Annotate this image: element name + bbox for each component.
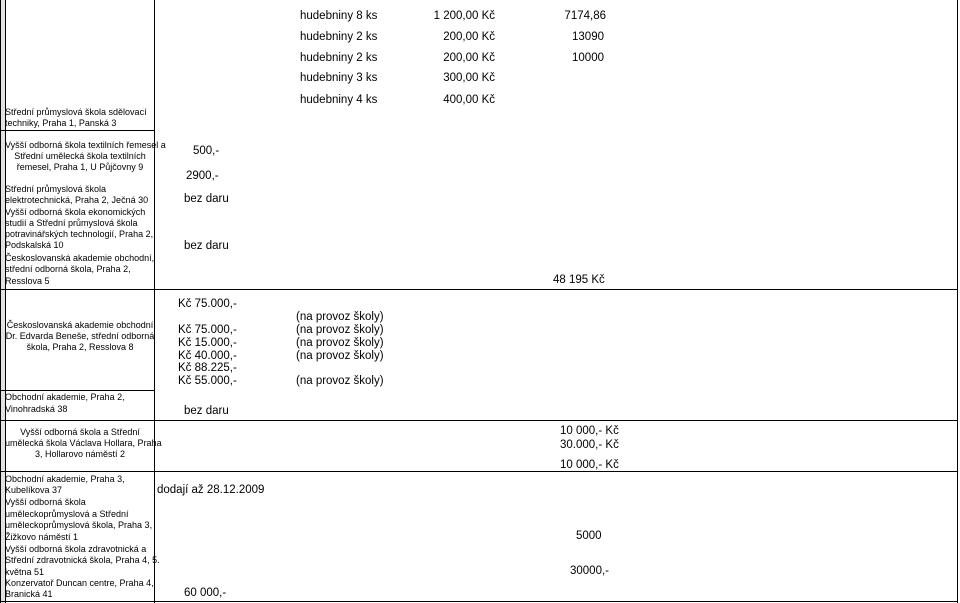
school-name: střední odborná škola, Praha 2,	[5, 264, 131, 274]
school-name: Kubelíkova 37	[5, 485, 63, 495]
table-cell: 400,00 Kč	[443, 94, 495, 106]
school-name: 3, Hollarovo náměstí 2	[34, 449, 126, 459]
school-name: Podskalská 10	[5, 240, 64, 250]
grid-line	[154, 0, 155, 603]
school-name: Českoslovanská akademie obchodní	[6, 320, 154, 330]
table-cell: 13090	[572, 31, 604, 43]
grid-line	[0, 601, 958, 602]
school-name: studií a Střední průmyslová škola	[5, 218, 138, 228]
school-name: elektrotechnická, Praha 2, Ječná 30	[5, 195, 149, 205]
school-name: techniky, Praha 1, Panská 3	[5, 118, 117, 128]
amount: bez daru	[184, 240, 229, 252]
school-name: potravinářských technologií, Praha 2,	[5, 229, 154, 239]
grid-line	[0, 471, 958, 472]
grid-line	[0, 420, 958, 421]
amount: Kč 15.000,-	[178, 337, 237, 349]
school-name: Vyšší odborná škola ekonomických	[5, 207, 146, 217]
amount: Kč 75.000,-	[178, 324, 237, 336]
school-name: Vinohradská 38	[5, 404, 68, 414]
note: (na provoz školy)	[296, 350, 384, 362]
table-row: hudebniny 2 ks	[300, 52, 378, 64]
grid-line	[957, 0, 958, 603]
grid-line	[0, 0, 1, 603]
school-name: umělecká škola Václava Hollara, Praha	[5, 438, 162, 448]
school-name: Vyšší odborná škola textilních řemesel a	[5, 140, 166, 150]
school-name: Vyšší odborná škola a Střední	[20, 427, 140, 437]
amount: 10 000,- Kč	[560, 459, 619, 471]
school-name: Střední umělecká škola textilních	[14, 151, 146, 161]
grid-line	[0, 390, 155, 391]
amount: bez daru	[184, 193, 229, 205]
note: (na provoz školy)	[296, 324, 384, 336]
grid-line	[0, 130, 155, 131]
note: (na provoz školy)	[296, 375, 384, 387]
school-name: Českoslovanská akademie obchodní,	[5, 253, 155, 263]
school-name: Střední průmyslová škola sdělovací	[5, 107, 147, 117]
school-name: Resslova 5	[5, 276, 50, 286]
note: (na provoz školy)	[296, 311, 384, 323]
table-cell: 1 200,00 Kč	[433, 10, 495, 22]
school-name: Branická 41	[5, 589, 53, 599]
school-name: Vyšší odborná škola zdravotnická a	[5, 544, 147, 554]
school-name: Střední zdravotnická škola, Praha 4, 5.	[5, 555, 160, 565]
school-name: řemesel, Praha 1, U Půjčovny 9	[16, 162, 144, 172]
school-name: uměleckoprůmyslová a Střední	[5, 509, 129, 519]
table-row: hudebniny 3 ks	[300, 72, 378, 84]
amount: Kč 88.225,-	[178, 362, 237, 374]
amount: 500,-	[193, 145, 220, 157]
table-cell: 200,00 Kč	[443, 31, 495, 43]
amount: Kč 40.000,-	[178, 350, 237, 362]
amount: 60 000,-	[184, 587, 227, 599]
amount: 5000	[576, 530, 602, 542]
amount: 10 000,- Kč	[560, 425, 619, 437]
table-row: hudebniny 8 ks	[300, 10, 378, 22]
table-cell: 300,00 Kč	[443, 72, 495, 84]
amount: 30.000,- Kč	[560, 439, 619, 451]
amount: 30000,-	[570, 565, 610, 577]
amount: dodají až 28.12.2009	[157, 484, 265, 496]
table-row: hudebniny 4 ks	[300, 94, 378, 106]
school-name: škola, Praha 2, Resslova 8	[26, 342, 134, 352]
table-cell: 7174,86	[564, 10, 606, 22]
amount: Kč 75.000,-	[178, 298, 237, 310]
school-name: Dr. Edvarda Beneše, střední odborná	[5, 331, 155, 341]
grid-line	[0, 289, 958, 290]
amount: Kč 55.000,-	[178, 375, 237, 387]
school-name: května 51	[5, 567, 45, 577]
table-cell: 10000	[572, 52, 604, 64]
school-name: Střední průmyslová škola	[5, 184, 107, 194]
table-row: hudebniny 2 ks	[300, 31, 378, 43]
school-name: Obchodní akademie, Praha 3,	[5, 474, 125, 484]
school-name: Vyšší odborná škola	[5, 497, 86, 507]
school-name: Konzervatoř Duncan centre, Praha 4,	[5, 578, 154, 588]
school-name: Žižkovo náměstí 1	[5, 532, 79, 542]
school-name: Obchodní akademie, Praha 2,	[5, 392, 125, 402]
table-cell: 200,00 Kč	[443, 52, 495, 64]
amount: 2900,-	[186, 170, 219, 182]
school-name: uměleckoprůmyslová škola, Praha 3,	[5, 520, 153, 530]
note: (na provoz školy)	[296, 337, 384, 349]
total: 48 195 Kč	[553, 274, 605, 286]
amount: bez daru	[184, 405, 229, 417]
